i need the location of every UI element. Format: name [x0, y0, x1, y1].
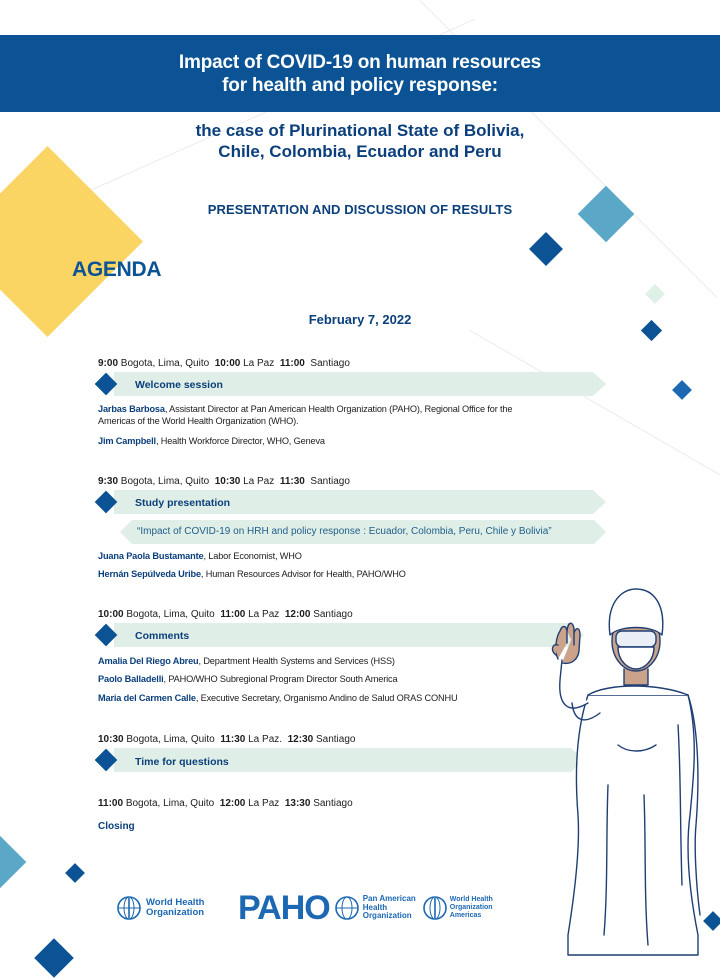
paho-full-line1: Pan American — [363, 895, 416, 904]
session-time: 11:00 Bogota, Lima, Quito 12:00 La Paz 13:30 Santiago — [98, 798, 353, 809]
header-banner — [0, 35, 720, 112]
who-emblem-icon — [116, 895, 142, 921]
speaker-entry: Paolo Balladelli, PAHO/WHO Subregional Program Director South America — [98, 673, 397, 685]
teal-diamond-decoration — [0, 834, 26, 891]
session-label: Comments — [135, 630, 189, 642]
session-label: Study presentation — [135, 497, 230, 509]
paho-wordmark: PAHO — [238, 891, 330, 925]
who-americas-emblem-icon — [422, 895, 448, 921]
diamond-bullet-icon — [95, 491, 118, 514]
paho-full-line2: Health — [363, 904, 416, 913]
speaker-entry: Juana Paola Bustamante, Labor Economist, WHO — [98, 550, 302, 562]
speaker-entry: Amalia Del Riego Abreu, Department Health Systems and Services (HSS) — [98, 655, 395, 667]
paho-emblem-icon — [334, 895, 360, 921]
mint-diamond-decoration — [645, 284, 665, 304]
session-time: 9:30 Bogota, Lima, Quito 10:30 La Paz 11:30 Santiago — [98, 476, 350, 487]
who-americas-line3: Americas — [450, 912, 493, 920]
paho-logo — [238, 888, 493, 928]
who-name-line1: World Health — [146, 898, 204, 908]
speaker-entry: Jarbas Barbosa, Assistant Director at Pan American Health Organization (PAHO), Regional Office for the Americas of the World Health Organization (WHO). — [98, 403, 512, 427]
blue-diamond-decoration — [529, 232, 563, 266]
speaker-entry: Jim Campbell, Health Workforce Director, WHO, Geneva — [98, 435, 325, 447]
presentation-heading: PRESENTATION AND DISCUSSION OF RESULTS — [0, 202, 720, 217]
closing-label: Closing — [98, 821, 135, 832]
session-label: Welcome session — [135, 379, 223, 391]
header-title-line2: for health and policy response: — [222, 74, 498, 97]
subtitle-line1: the case of Plurinational State of Bolivia, — [0, 120, 720, 141]
who-logo — [116, 888, 204, 928]
subtitle-line2: Chile, Colombia, Ecuador and Peru — [0, 141, 720, 162]
session-label: Time for questions — [135, 756, 229, 768]
diamond-bullet-icon — [95, 749, 118, 772]
diamond-bullet-icon — [95, 373, 118, 396]
agenda-title: AGENDA — [72, 258, 161, 282]
health-worker-illustration — [548, 585, 720, 960]
session-time: 10:00 Bogota, Lima, Quito 11:00 La Paz 12:00 Santiago — [98, 609, 353, 620]
event-date: February 7, 2022 — [0, 312, 720, 327]
header-title-line1: Impact of COVID-19 on human resources — [179, 51, 541, 74]
session-time: 10:30 Bogota, Lima, Quito 11:30 La Paz. 12:30 Santiago — [98, 734, 355, 745]
blue-diamond-decoration — [65, 863, 85, 883]
subtitle — [0, 120, 720, 162]
teal-diamond-decoration — [672, 380, 692, 400]
blue-diamond-decoration — [34, 938, 74, 978]
speaker-entry: Hernán Sepúlveda Uribe, Human Resources Advisor for Health, PAHO/WHO — [98, 568, 406, 580]
session-time: 9:00 Bogota, Lima, Quito 10:00 La Paz 11:00 Santiago — [98, 358, 350, 369]
study-title: “Impact of COVID-19 on HRH and policy response : Ecuador, Colombia, Peru, Chile y Bolivia” — [137, 526, 552, 537]
diamond-bullet-icon — [95, 624, 118, 647]
speaker-entry: Maria del Carmen Calle, Executive Secretary, Organismo Andino de Salud ORAS CONHU — [98, 692, 457, 704]
who-americas-line1: World Health — [450, 896, 493, 904]
who-americas-line2: Organization — [450, 904, 493, 912]
who-name-line2: Organization — [146, 908, 204, 918]
paho-full-line3: Organization — [363, 912, 416, 921]
